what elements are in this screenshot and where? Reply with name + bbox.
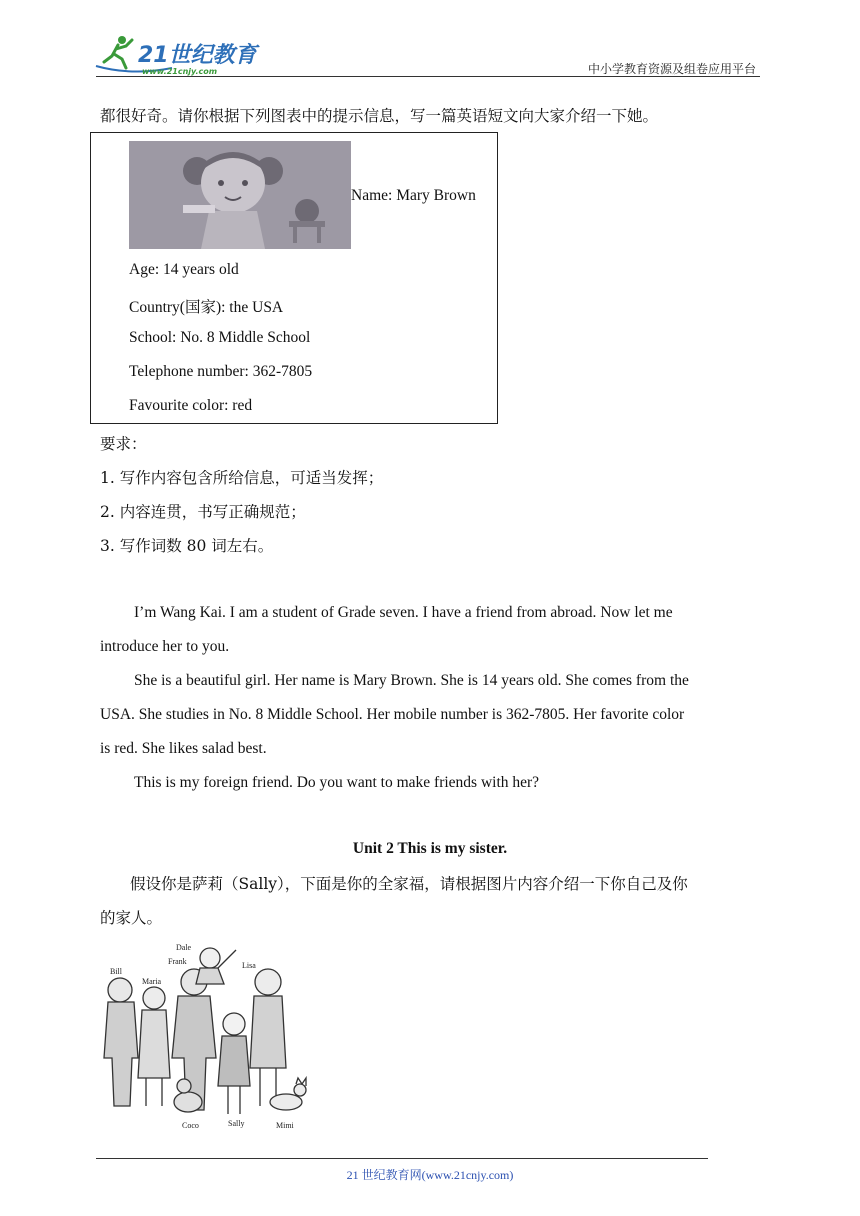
girl-photo-illustration bbox=[129, 141, 351, 249]
footer-divider bbox=[96, 1158, 708, 1159]
requirements-heading: 要求： bbox=[100, 435, 147, 453]
header-platform-text: 中小学教育资源及组卷应用平台 bbox=[587, 62, 756, 76]
figure-label-maria: Maria bbox=[142, 977, 162, 986]
svg-text:www.21cnjy.com: www.21cnjy.com bbox=[142, 67, 218, 76]
essay-line: introduce her to you. bbox=[100, 638, 230, 655]
figure-label-coco: Coco bbox=[182, 1121, 199, 1130]
header-divider bbox=[96, 76, 760, 77]
svg-text:21世纪教育: 21世纪教育 bbox=[138, 43, 257, 68]
intro-line: 都很好奇。请你根据下列图表中的提示信息，写一篇英语短文向大家介绍一下她。 bbox=[100, 107, 659, 125]
essay-line: This is my foreign friend. Do you want to make friends with her? bbox=[134, 774, 540, 791]
girl-photo bbox=[129, 141, 351, 249]
essay-line: She is a beautiful girl. Her name is Mary Brown. She is 14 years old. She comes from the bbox=[134, 672, 689, 689]
requirement-item: 3. 写作词数 80 词左右。 bbox=[100, 537, 274, 555]
info-age: Age: 14 years old bbox=[129, 261, 239, 278]
footer-link[interactable]: 21 世纪教育网(www.21cnjy.com) bbox=[346, 1168, 514, 1182]
family-illustration bbox=[100, 938, 314, 1134]
unit2-prompt-line: 的家人。 bbox=[100, 909, 163, 927]
info-box bbox=[90, 132, 498, 424]
figure-label-mimi: Mimi bbox=[276, 1121, 294, 1130]
info-telephone: Telephone number: 362-7805 bbox=[129, 363, 313, 380]
unit2-title: Unit 2 This is my sister. bbox=[352, 840, 508, 857]
figure-label-sally: Sally bbox=[228, 1119, 245, 1128]
figure-label-dale: Dale bbox=[176, 943, 192, 952]
info-favourite-color: Favourite color: red bbox=[129, 397, 253, 414]
essay-line: USA. She studies in No. 8 Middle School. Her mobile number is 362-7805. Her favorite color bbox=[100, 706, 685, 723]
figure-label-lisa: Lisa bbox=[242, 961, 256, 970]
site-logo bbox=[92, 32, 262, 78]
figure-label-frank: Frank bbox=[168, 957, 187, 966]
requirement-item: 1. 写作内容包含所给信息，可适当发挥； bbox=[100, 469, 384, 487]
info-country: Country(国家): the USA bbox=[129, 299, 284, 316]
figure-label-bill: Bill bbox=[110, 967, 123, 976]
page-header bbox=[0, 0, 860, 80]
unit2-prompt-line: 假设你是萨莉（Sally），下面是你的全家福，请根据图片内容介绍一下你自己及你 bbox=[130, 875, 688, 893]
requirement-item: 2. 内容连贯，书写正确规范； bbox=[100, 503, 306, 521]
essay-line: I’m Wang Kai. I am a student of Grade seven. I have a friend from abroad. Now let me bbox=[134, 604, 673, 621]
essay-line: is red. She likes salad best. bbox=[100, 740, 267, 757]
info-school: School: No. 8 Middle School bbox=[129, 329, 311, 346]
info-name: Name: Mary Brown bbox=[351, 187, 476, 204]
